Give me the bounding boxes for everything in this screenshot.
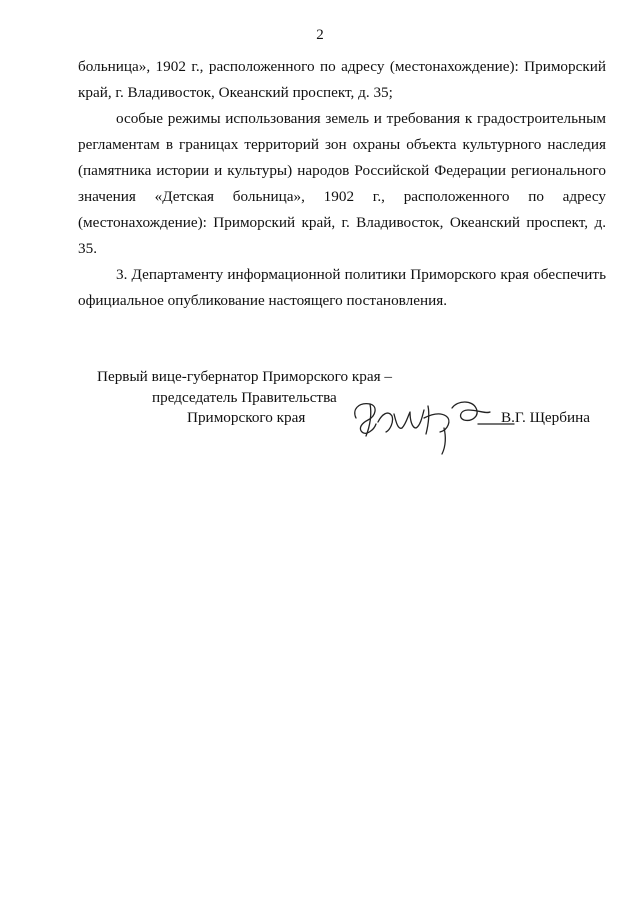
signatory-title-line-1: Первый вице-губернатор Приморского края –: [97, 368, 392, 385]
signatory-title-line-2: председатель Правительства: [152, 389, 337, 406]
signatory-name: В.Г. Щербина: [501, 409, 590, 426]
document-body: [78, 54, 606, 314]
paragraph-publication-order: 3. Департаменту информационной политики Приморского края обеспечить официальное опубликование настоящего постановления.: [78, 266, 606, 309]
page-number: 2: [316, 27, 324, 43]
signature-block: [0, 368, 640, 458]
paragraph-special-regimes: особые режимы использования земель и требования к градостроительным регламентам в границах территорий зон охраны объекта культурного наследия (памятника истории и культуры) народов Российской Федерации регионального значения «Детская больница», 1902 г., расположенного по адресу (местонахождение): Приморский край, г. Владивосток, Океанский проспект, д. 35.: [78, 110, 606, 257]
signatory-title-line-3: Приморского края: [187, 409, 306, 426]
paragraph-continuation: больница», 1902 г., расположенного по адресу (местонахождение): Приморский край, г. Владивосток, Океанский проспект, д. 35;: [78, 58, 606, 101]
